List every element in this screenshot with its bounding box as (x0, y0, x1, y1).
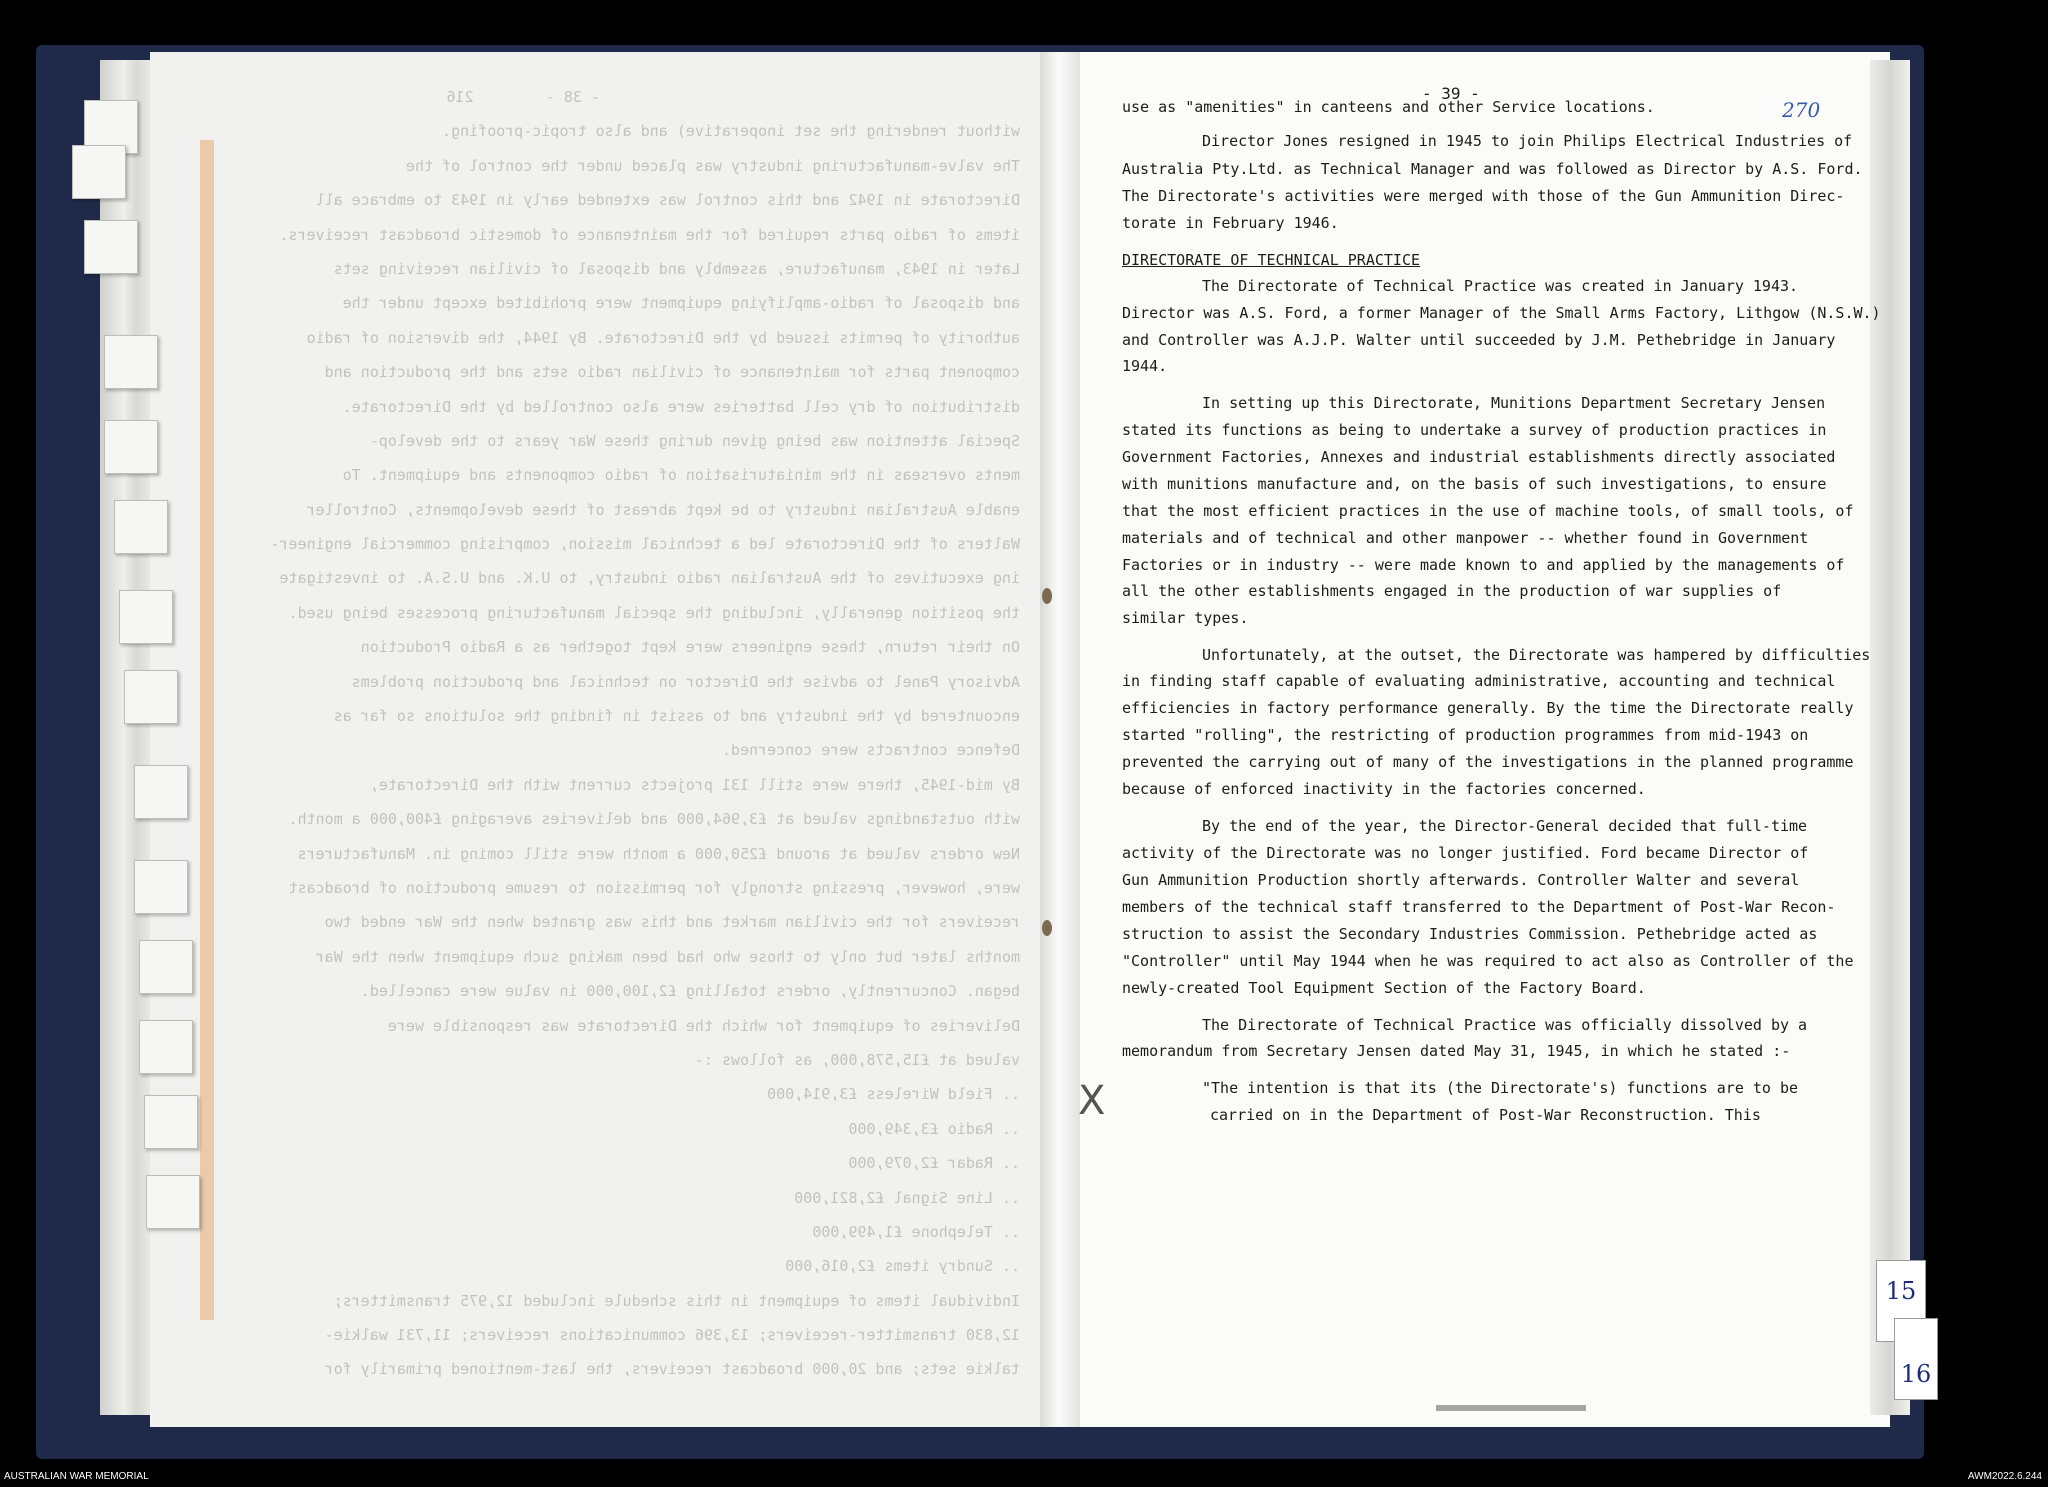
ghost-text-line: the position generally, including the special manufacturing processes being used. (288, 603, 1020, 622)
text-line: By the end of the year, the Director-General decided that full-time (1202, 817, 1808, 835)
ghost-text-line: Defence contracts were concerned. (721, 741, 1020, 760)
text-line: in finding staff capable of evaluating administrative, accounting and technical (1122, 672, 1836, 690)
page-tag-16[interactable]: 16 (1894, 1318, 1938, 1400)
ghost-text-line: Deliveries of equipment for which the Directorate was responsible were (387, 1016, 1020, 1035)
text-line: all the other establishments engaged in the production of war supplies of (1122, 582, 1782, 600)
text-line: The Directorate of Technical Practice was created in January 1943. (1202, 277, 1799, 295)
index-tab[interactable] (72, 145, 126, 199)
text-line: similar types. (1122, 609, 1249, 627)
ghost-text-line: .. Telephone £1,499,000 (812, 1222, 1020, 1241)
text-line: "The intention is that its (the Directorate's) functions are to be (1202, 1079, 1799, 1097)
ghost-text-line: .. Sundry items £2,016,000 (785, 1257, 1020, 1276)
ghost-text-line: items of radio parts required for the maintenance of domestic broadcast receivers. (279, 225, 1020, 244)
text-line: use as "amenities" in canteens and other Service locations. (1122, 98, 1655, 116)
footer-credit: AUSTRALIAN WAR MEMORIAL (4, 1471, 149, 1482)
ghost-text-line: Individual items of equipment in this schedule included 12,975 transmitters; (333, 1291, 1020, 1310)
margin-mark: X (1078, 1078, 1106, 1124)
index-tab[interactable] (134, 765, 188, 819)
text-line: Unfortunately, at the outset, the Directorate was hampered by difficulties (1202, 646, 1871, 664)
index-tab[interactable] (104, 335, 158, 389)
text-line: that the most efficient practices in the use of machine tools, of small tools, of (1122, 502, 1854, 520)
text-line: stated its functions as being to undertake a survey of production practices in (1122, 421, 1827, 439)
ghost-text-line: By mid-1945, there were still 131 projects current with the Directorate, (369, 775, 1020, 794)
text-line: In setting up this Directorate, Munitions Department Secretary Jensen (1202, 394, 1826, 412)
ghost-text-line: distribution of dry cell batteries were also controlled by the Directorate. (342, 397, 1020, 416)
ghost-text-line: with outstandings valued at £3,964,000 and deliveries averaging £400,000 a month. (288, 810, 1020, 829)
ghost-text-line: were, however, pressing strongly for permission to resume production of broadcast (288, 878, 1020, 897)
text-line: Director Jones resigned in 1945 to join Philips Electrical Industries of (1202, 132, 1853, 150)
footer-id: AWM2022.6.244 (1967, 1471, 2042, 1482)
section-heading: DIRECTORATE OF TECHNICAL PRACTICE (1122, 251, 1421, 269)
ghost-text-line: The valve-manufacturing industry was placed under the control of the (405, 156, 1020, 175)
text-line: Factories or in industry -- were made known to and applied by the managements of (1122, 556, 1845, 574)
ghost-text-line: .. Line Signal £2,821,000 (794, 1188, 1020, 1207)
left-page-stamp: 216 (446, 88, 474, 106)
binding-hole (1042, 920, 1052, 936)
index-tab[interactable] (124, 670, 178, 724)
text-line: materials and of technical and other manpower -- whether found in Government (1122, 529, 1809, 547)
orange-strip (200, 140, 214, 1320)
left-page-lines (240, 114, 1020, 1379)
text-line: newly-created Tool Equipment Section of the Factory Board. (1122, 979, 1646, 997)
ghost-text-line: encountered by the industry and to assist in finding the solutions so far as (333, 707, 1020, 726)
ghost-text-line: .. Radar £2,079,000 (848, 1154, 1020, 1173)
text-line: The Directorate of Technical Practice was officially dissolved by a (1202, 1016, 1808, 1034)
ghost-text-line: New orders valued at around £250,000 a month were still coming in. Manufacturers (297, 844, 1020, 863)
index-tabs (84, 100, 194, 1260)
ghost-text-line: ments overseas in the miniaturisation of radio components and equipment. To (342, 466, 1020, 485)
text-line: Australia Pty.Ltd. as Technical Manager and was followed as Director by A.S. Ford. (1122, 160, 1863, 178)
text-line: prevented the carrying out of many of the investigations in the planned programme (1122, 753, 1854, 771)
text-line: Government Factories, Annexes and industrial establishments directly associated (1122, 448, 1836, 466)
index-tab[interactable] (146, 1175, 200, 1229)
ghost-text-line: Special attention was being given during these War years to the develop- (369, 431, 1020, 450)
ghost-text-line: talkie sets; and 20,000 broadcast receivers, the last-mentioned primarily for (324, 1360, 1020, 1379)
index-tab[interactable] (84, 220, 138, 274)
text-line: activity of the Directorate was no longer justified. Ford became Director of (1122, 844, 1809, 862)
index-tab[interactable] (139, 940, 193, 994)
ghost-text-line: valued at £15,578,000, as follows :- (694, 1050, 1020, 1069)
text-line: with munitions manufacture and, on the basis of such investigations, to ensure (1122, 475, 1827, 493)
index-tab[interactable] (139, 1020, 193, 1074)
ghost-text-line: authority of permits issued by the Directorate. By 1944, the diversion of radio (306, 328, 1020, 347)
text-line: and Controller was A.J.P. Walter until succeeded by J.M. Pethebridge in January (1122, 331, 1836, 349)
binding-hole (1042, 588, 1052, 604)
text-line: struction to assist the Secondary Industries Commission. Pethebridge acted as (1122, 925, 1818, 943)
ghost-text-line: and disposal of radio-amplifying equipment were prohibited except under the (342, 294, 1020, 313)
text-line: carried on in the Department of Post-War Reconstruction. This (1210, 1106, 1761, 1124)
text-line: because of enforced inactivity in the factories concerned. (1122, 780, 1646, 798)
text-line: torate in February 1946. (1122, 214, 1339, 232)
text-line: The Directorate's activities were merged with those of the Gun Ammunition Direc- (1122, 187, 1845, 205)
text-line: Gun Ammunition Production shortly afterwards. Controller Walter and several (1122, 871, 1800, 889)
ghost-text-line: without rendering the set inoperative) and also tropic-proofing. (442, 122, 1020, 141)
ghost-text-line: months later but only to those who had been making such equipment when the War (315, 947, 1020, 966)
text-line: efficiencies in factory performance generally. By the time the Directorate really (1122, 699, 1854, 717)
left-page-text-mirrored (240, 80, 1020, 1379)
ribbon-marker (1436, 1405, 1586, 1411)
left-page-number: - 38 - (545, 88, 600, 106)
ghost-text-line: On their return, these engineers were kept together as a Radio Production (360, 638, 1020, 657)
ghost-text-line: enable Australian industry to be kept abreast of these developments, Controller (306, 500, 1020, 519)
text-line: "Controller" until May 1944 when he was required to act also as Controller of the (1122, 952, 1854, 970)
ghost-text-line: receivers for the civilian market and this was granted when the War ended two (324, 913, 1020, 932)
ghost-text-line: Walters of the Directorate led a technical mission, comprising commercial engineer- (270, 535, 1020, 554)
ghost-text-line: Directorate in 1942 and this control was extended early in 1943 to embrace all (315, 191, 1020, 210)
book-gutter (1040, 52, 1080, 1427)
ghost-text-line: 12,830 transmitter-receivers; 13,396 communications receivers; 11,731 walkie- (324, 1326, 1020, 1345)
index-tab[interactable] (144, 1095, 198, 1149)
ghost-text-line: began. Concurrently, orders totalling £2,100,000 in value were cancelled. (360, 982, 1020, 1001)
text-line: memorandum from Secretary Jensen dated May 31, 1945, in which he stated :- (1122, 1042, 1791, 1060)
ghost-text-line: Later in 1943, manufacture, assembly and disposal of civilian receiving sets (333, 259, 1020, 278)
handwritten-folio: 270 (1782, 98, 1821, 122)
text-line: Director was A.S. Ford, a former Manager of the Small Arms Factory, Lithgow (N.S.W.) (1122, 304, 1881, 322)
text-line: members of the technical staff transferred to the Department of Post-War Recon- (1122, 898, 1836, 916)
text-line: started "rolling", the restricting of production programmes from mid-1943 on (1122, 726, 1809, 744)
page-tag-15[interactable]: 15 (1876, 1260, 1926, 1342)
right-page-number: - 39 - (1422, 84, 1480, 103)
index-tab[interactable] (134, 860, 188, 914)
ghost-text-line: Advisory Panel to advise the Director on technical and production problems (351, 672, 1020, 691)
ghost-text-line: .. Field Wireless £3,914,000 (767, 1085, 1020, 1104)
index-tab[interactable] (119, 590, 173, 644)
ghost-text-line: component parts for maintenance of civilian radio sets and the production and (324, 363, 1020, 382)
ghost-text-line: ing executives of the Australian radio industry, to U.K. and U.S.A. to investigate (279, 569, 1020, 588)
page-edges-right (1870, 60, 1910, 1415)
index-tab[interactable] (114, 500, 168, 554)
index-tab[interactable] (104, 420, 158, 474)
text-line: 1944. (1122, 357, 1168, 375)
ghost-text-line: .. Radio £3,349,000 (848, 1119, 1020, 1138)
